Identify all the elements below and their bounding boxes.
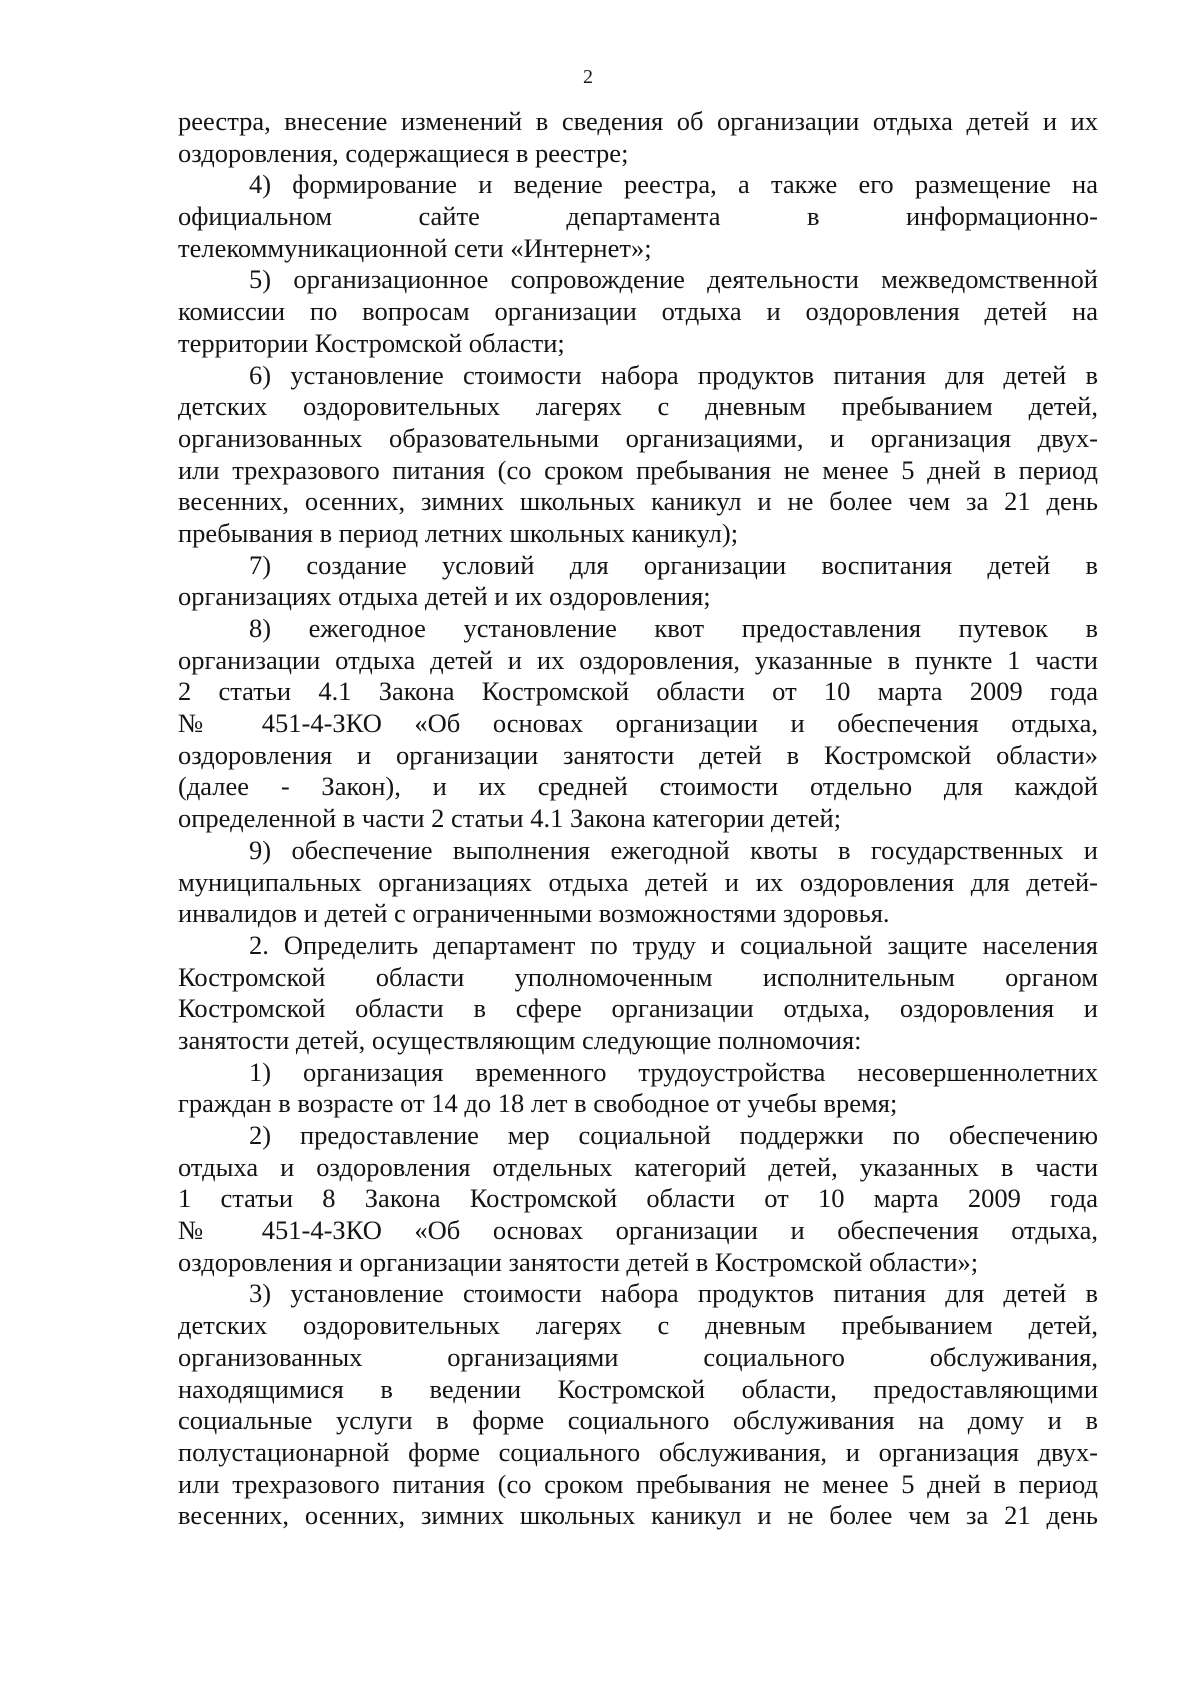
text-line: Костромской области в сфере организации отдыха, оздоровления и [178, 993, 1098, 1024]
text-line: Костромской области уполномоченным исполнительным органом [178, 961, 1098, 992]
text-line: 7) создание условий для организации воспитания детей в [249, 549, 1098, 580]
paragraph [178, 835, 1098, 930]
text-line: пребывания в период летних школьных каникул); [178, 517, 739, 548]
text-line: 4) формирование и ведение реестра, а также его размещение на [249, 169, 1098, 200]
text-line: 2) предоставление мер социальной поддержки по обеспечению [249, 1120, 1098, 1150]
text-line: полустационарной форме социального обслуживания, и организация двух- [178, 1436, 1098, 1467]
paragraph [178, 1120, 1098, 1278]
text-line: 9) обеспечение выполнения ежегодной квоты в государственных и [249, 834, 1098, 865]
text-line: или трехразового питания (со сроком пребывания не менее 5 дней в период [178, 1468, 1098, 1499]
text-line: № 451-4-ЗКО «Об основах организации и обеспечения отдыха, [178, 1215, 1098, 1246]
text-line: весенних, осенних, зимних школьных каникул и не более чем за 21 день [178, 486, 1098, 517]
text-line: оздоровления и организации занятости детей в Костромской области» [178, 739, 1098, 770]
text-line: отдыха и оздоровления отдельных категорий детей, указанных в части [178, 1151, 1098, 1182]
paragraph [178, 550, 1098, 613]
text-line: 6) установление стоимости набора продуктов питания для детей в [249, 359, 1098, 390]
paragraph [178, 930, 1098, 1057]
text-line: 8) ежегодное установление квот предоставления путевок в [249, 613, 1098, 643]
text-line: детских оздоровительных лагерях с дневным пребыванием детей, [178, 1310, 1098, 1341]
text-line: 3) установление стоимости набора продуктов питания для детей в [249, 1278, 1098, 1309]
text-line: № 451-4-ЗКО «Об основах организации и обеспечения отдыха, [178, 708, 1098, 739]
text-line: официальном сайте департамента в информационно- [178, 201, 1098, 232]
paragraph [178, 106, 1098, 169]
text-line: занятости детей, осуществляющим следующие полномочия: [178, 1024, 862, 1055]
text-line: территории Костромской области; [178, 327, 565, 358]
text-line: определенной в части 2 статьи 4.1 Закона категории детей; [178, 803, 842, 834]
text-line: организациях отдыха детей и их оздоровления; [178, 581, 711, 612]
paragraph [178, 169, 1098, 264]
page-number: 2 [583, 66, 593, 88]
paragraph [178, 1278, 1098, 1532]
text-line: инвалидов и детей с ограниченными возможностями здоровья. [178, 898, 890, 929]
text-line: муниципальных организациях отдыха детей и их оздоровления для детей- [178, 866, 1098, 897]
text-line: (далее - Закон), и их средней стоимости отдельно для каждой [178, 771, 1098, 802]
text-line: оздоровления и организации занятости детей в Костромской области»; [178, 1246, 979, 1277]
text-line: комиссии по вопросам организации отдыха и оздоровления детей на [178, 296, 1098, 327]
text-line: или трехразового питания (со сроком пребывания не менее 5 дней в период [178, 454, 1098, 485]
text-line: весенних, осенних, зимних школьных каникул и не более чем за 21 день [178, 1500, 1098, 1531]
paragraph [178, 264, 1098, 359]
text-line: телекоммуникационной сети «Интернет»; [178, 232, 652, 263]
text-line: находящимися в ведении Костромской области, предоставляющими [178, 1373, 1098, 1404]
paragraph [178, 613, 1098, 835]
text-line: организованных образовательными организациями, и организация двух- [178, 422, 1098, 453]
paragraph [178, 1057, 1098, 1120]
text-line: реестра, внесение изменений в сведения об организации отдыха детей и их [178, 106, 1098, 136]
text-line: организации отдыха детей и их оздоровления, указанные в пункте 1 части [178, 644, 1098, 675]
text-line: 1) организация временного трудоустройства несовершеннолетних [249, 1056, 1098, 1087]
text-line: организованных организациями социального обслуживания, [178, 1341, 1098, 1372]
text-line: 5) организационное сопровождение деятельности межведомственной [249, 264, 1098, 295]
text-line: детских оздоровительных лагерях с дневным пребыванием детей, [178, 391, 1098, 422]
text-line: оздоровления, содержащиеся в реестре; [178, 137, 629, 168]
text-line: граждан в возрасте от 14 до 18 лет в свободное от учебы время; [178, 1088, 898, 1119]
document-body [178, 106, 1098, 1532]
text-line: 2. Определить департамент по труду и социальной защите населения [249, 929, 1098, 960]
text-line: 1 статьи 8 Закона Костромской области от 10 марта 2009 года [178, 1183, 1098, 1214]
text-line: 2 статьи 4.1 Закона Костромской области от 10 марта 2009 года [178, 676, 1098, 707]
text-line: социальные услуги в форме социального обслуживания на дому и в [178, 1405, 1098, 1436]
paragraph [178, 360, 1098, 550]
